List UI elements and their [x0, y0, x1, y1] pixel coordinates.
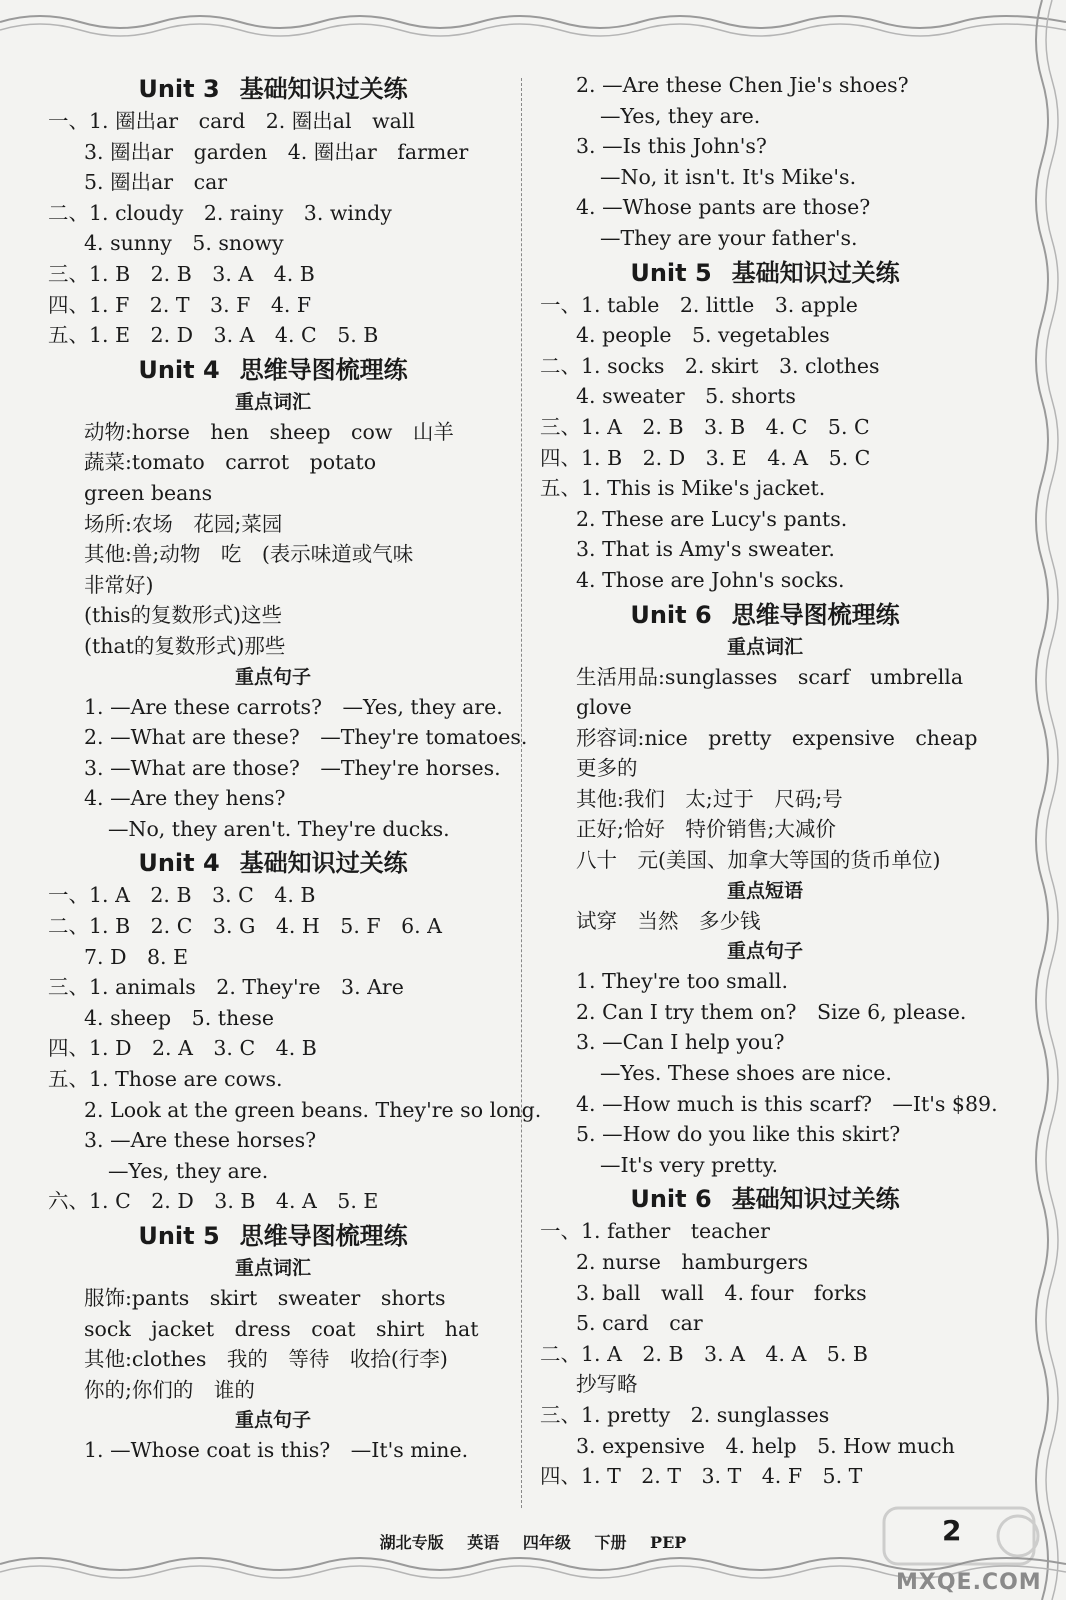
answer-line: 动物:horse hen sheep cow 山羊: [84, 419, 454, 444]
answer-line: 抄写略: [576, 1372, 638, 1397]
answer-line: 五、1. Those are cows.: [48, 1067, 283, 1092]
sub-heading: 重点短语: [726, 879, 803, 902]
answer-line: 四、1. D 2. A 3. C 4. B: [48, 1036, 317, 1061]
answer-line: 形容词:nice pretty expensive cheap: [576, 725, 978, 750]
sub-heading: 重点词汇: [234, 1257, 311, 1279]
answer-line: 4. sweater 5. shorts: [576, 384, 796, 409]
answer-line: —It's very pretty.: [600, 1152, 779, 1177]
page-number: 2: [942, 1514, 962, 1547]
section-heading: [48, 353, 498, 387]
section-heading: [48, 846, 498, 880]
answer-line: glove: [576, 695, 632, 720]
answer-line: 六、1. C 2. D 3. B 4. A 5. E: [48, 1189, 379, 1214]
answer-line: 2. —Are these Chen Jie's shoes?: [576, 73, 909, 97]
answer-line: 二、1. socks 2. skirt 3. clothes: [540, 353, 880, 378]
section-heading: [540, 598, 990, 632]
footer-edition: 湖北专版: [379, 1533, 444, 1552]
section-heading: [48, 72, 498, 106]
unit-label: Unit 6: [630, 600, 712, 629]
unit-label: Unit 5: [138, 1222, 220, 1250]
answer-line: 非常好): [84, 572, 154, 597]
answer-line: 一、1. 圈出ar card 2. 圈出al wall: [48, 109, 415, 133]
sub-heading: 重点句子: [234, 665, 311, 688]
answer-line: 3. —Is this John's?: [576, 134, 767, 159]
answer-line: 场所:农场 花园;菜园: [84, 511, 283, 536]
answer-line: 2. —What are these? —They're tomatoes.: [84, 725, 528, 750]
answer-line: 其他:我们 太;过于 尺码;号: [576, 786, 843, 811]
answer-line: 4. —Are they hens?: [84, 786, 286, 811]
answer-line: 四、1. B 2. D 3. E 4. A 5. C: [540, 445, 871, 470]
answer-line: 五、1. This is Mike's jacket.: [540, 476, 826, 501]
unit-label: Unit 3: [138, 75, 220, 103]
decorative-right-border: [1020, 0, 1066, 1600]
right-column: [540, 70, 998, 1492]
answer-line: 其他:兽;动物 吃 (表示味道或气味: [84, 542, 414, 567]
answer-line: 一、1. father teacher: [540, 1219, 770, 1244]
answer-line: —No, they aren't. They're ducks.: [108, 816, 450, 841]
footer-subject: 英语: [467, 1533, 500, 1552]
answer-line: 3. That is Amy's sweater.: [576, 537, 835, 562]
answer-line: 3. ball wall 4. four forks: [576, 1280, 867, 1305]
answer-line: 一、1. table 2. little 3. apple: [540, 292, 858, 317]
answer-line: 试穿 当然 多少钱: [576, 908, 761, 933]
answer-line: 1. —Are these carrots? —Yes, they are.: [84, 694, 503, 719]
section-heading: [540, 256, 990, 290]
answer-line: (that的复数形式)那些: [84, 633, 286, 658]
footer-publisher: PEP: [650, 1533, 687, 1552]
answer-line: 生活用品:sunglasses scarf umbrella: [576, 664, 964, 689]
answer-line: 5. card car: [576, 1311, 703, 1336]
answer-line: 4. —Whose pants are those?: [576, 195, 871, 220]
answer-line: 5. —How do you like this skirt?: [576, 1122, 901, 1147]
answer-line: 你的;你们的 谁的: [84, 1377, 255, 1402]
answer-line: 一、1. A 2. B 3. C 4. B: [48, 883, 316, 908]
footer-volume: 下册: [594, 1533, 627, 1552]
section-title: 思维导图梳理练: [239, 355, 408, 384]
answer-line: 5. 圈出ar car: [84, 170, 228, 195]
answer-line: 4. sheep 5. these: [84, 1005, 274, 1030]
answer-line: 4. Those are John's socks.: [576, 567, 845, 592]
unit-label: Unit 4: [138, 849, 220, 878]
answer-line: (this的复数形式)这些: [84, 603, 283, 628]
answer-line: 4. sunny 5. snowy: [84, 231, 284, 256]
watermark-text: MXQE.COM: [896, 1570, 1042, 1595]
section-title: 思维导图梳理练: [731, 600, 900, 629]
answer-line: 4. —How much is this scarf? —It's $89.: [576, 1091, 998, 1116]
section-title: 基础知识过关练: [239, 849, 408, 878]
answer-line: —No, it isn't. It's Mike's.: [600, 164, 857, 189]
answer-line: 蔬菜:tomato carrot potato: [84, 450, 377, 475]
answer-line: 更多的: [576, 756, 638, 781]
answer-line: 7. D 8. E: [84, 944, 189, 969]
answer-line: 四、1. T 2. T 3. T 4. F 5. T: [540, 1464, 863, 1489]
answer-line: 二、1. B 2. C 3. G 4. H 5. F 6. A: [48, 914, 442, 939]
answer-line: 三、1. pretty 2. sunglasses: [540, 1402, 830, 1427]
answer-line: —Yes. These shoes are nice.: [600, 1061, 892, 1086]
unit-label: Unit 6: [630, 1185, 712, 1214]
column-divider: [521, 78, 522, 1508]
answer-line: 服饰:pants skirt sweater shorts: [84, 1286, 446, 1310]
answer-line: 四、1. F 2. T 3. F 4. F: [48, 292, 312, 317]
answer-line: 八十 元(美国、加拿大等国的货币单位): [576, 848, 941, 873]
answer-line: 1. —Whose coat is this? —It's mine.: [84, 1438, 469, 1463]
answer-line: 正好;恰好 特价销售;大减价: [576, 817, 836, 842]
answer-line: 3. 圈出ar garden 4. 圈出ar farmer: [84, 139, 469, 164]
sub-heading: 重点词汇: [726, 635, 803, 658]
answer-line: —Yes, they are.: [108, 1158, 269, 1183]
sub-heading: 重点句子: [726, 940, 803, 963]
answer-line: 4. people 5. vegetables: [576, 323, 830, 348]
answer-line: 3. —What are those? —They're horses.: [84, 755, 501, 780]
sub-heading: 重点句子: [234, 1409, 311, 1432]
footer-grade: 四年级: [522, 1533, 571, 1552]
section-title: 思维导图梳理练: [239, 1222, 408, 1250]
answer-line: green beans: [84, 480, 213, 505]
answer-line: 五、1. E 2. D 3. A 4. C 5. B: [48, 323, 379, 348]
answer-line: 二、1. A 2. B 3. A 4. A 5. B: [540, 1341, 868, 1366]
answer-line: —They are your father's.: [600, 225, 858, 250]
answer-line: 2. nurse hamburgers: [576, 1250, 808, 1274]
answer-line: 3. —Can I help you?: [576, 1030, 785, 1055]
unit-label: Unit 5: [630, 258, 712, 287]
answer-line: 2. These are Lucy's pants.: [576, 506, 848, 531]
section-title: 基础知识过关练: [731, 258, 900, 287]
section-heading: [540, 1182, 990, 1216]
answer-line: 3. —Are these horses?: [84, 1128, 317, 1153]
answer-line: sock jacket dress coat shirt hat: [84, 1316, 479, 1341]
answer-line: —Yes, they are.: [600, 103, 761, 128]
answer-line: 其他:clothes 我的 等待 收拾(行李): [84, 1347, 448, 1372]
section-title: 基础知识过关练: [731, 1185, 900, 1214]
answer-line: 1. They're too small.: [576, 969, 788, 994]
section-heading: [48, 1219, 498, 1253]
answer-line: 2. Can I try them on? Size 6, please.: [576, 999, 967, 1024]
answer-line: 二、1. cloudy 2. rainy 3. windy: [48, 200, 392, 225]
answer-line: 2. Look at the green beans. They're so long.: [84, 1097, 542, 1122]
unit-label: Unit 4: [138, 355, 220, 384]
answer-line: 三、1. animals 2. They're 3. Are: [48, 975, 404, 1000]
left-column: [48, 70, 542, 1466]
answer-line: 三、1. B 2. B 3. A 4. B: [48, 261, 315, 286]
answer-line: 三、1. A 2. B 3. B 4. C 5. C: [540, 414, 870, 439]
decorative-top-border: [0, 0, 1066, 40]
sub-heading: 重点词汇: [234, 390, 311, 413]
answer-line: 3. expensive 4. help 5. How much: [576, 1433, 955, 1458]
section-title: 基础知识过关练: [239, 75, 408, 103]
